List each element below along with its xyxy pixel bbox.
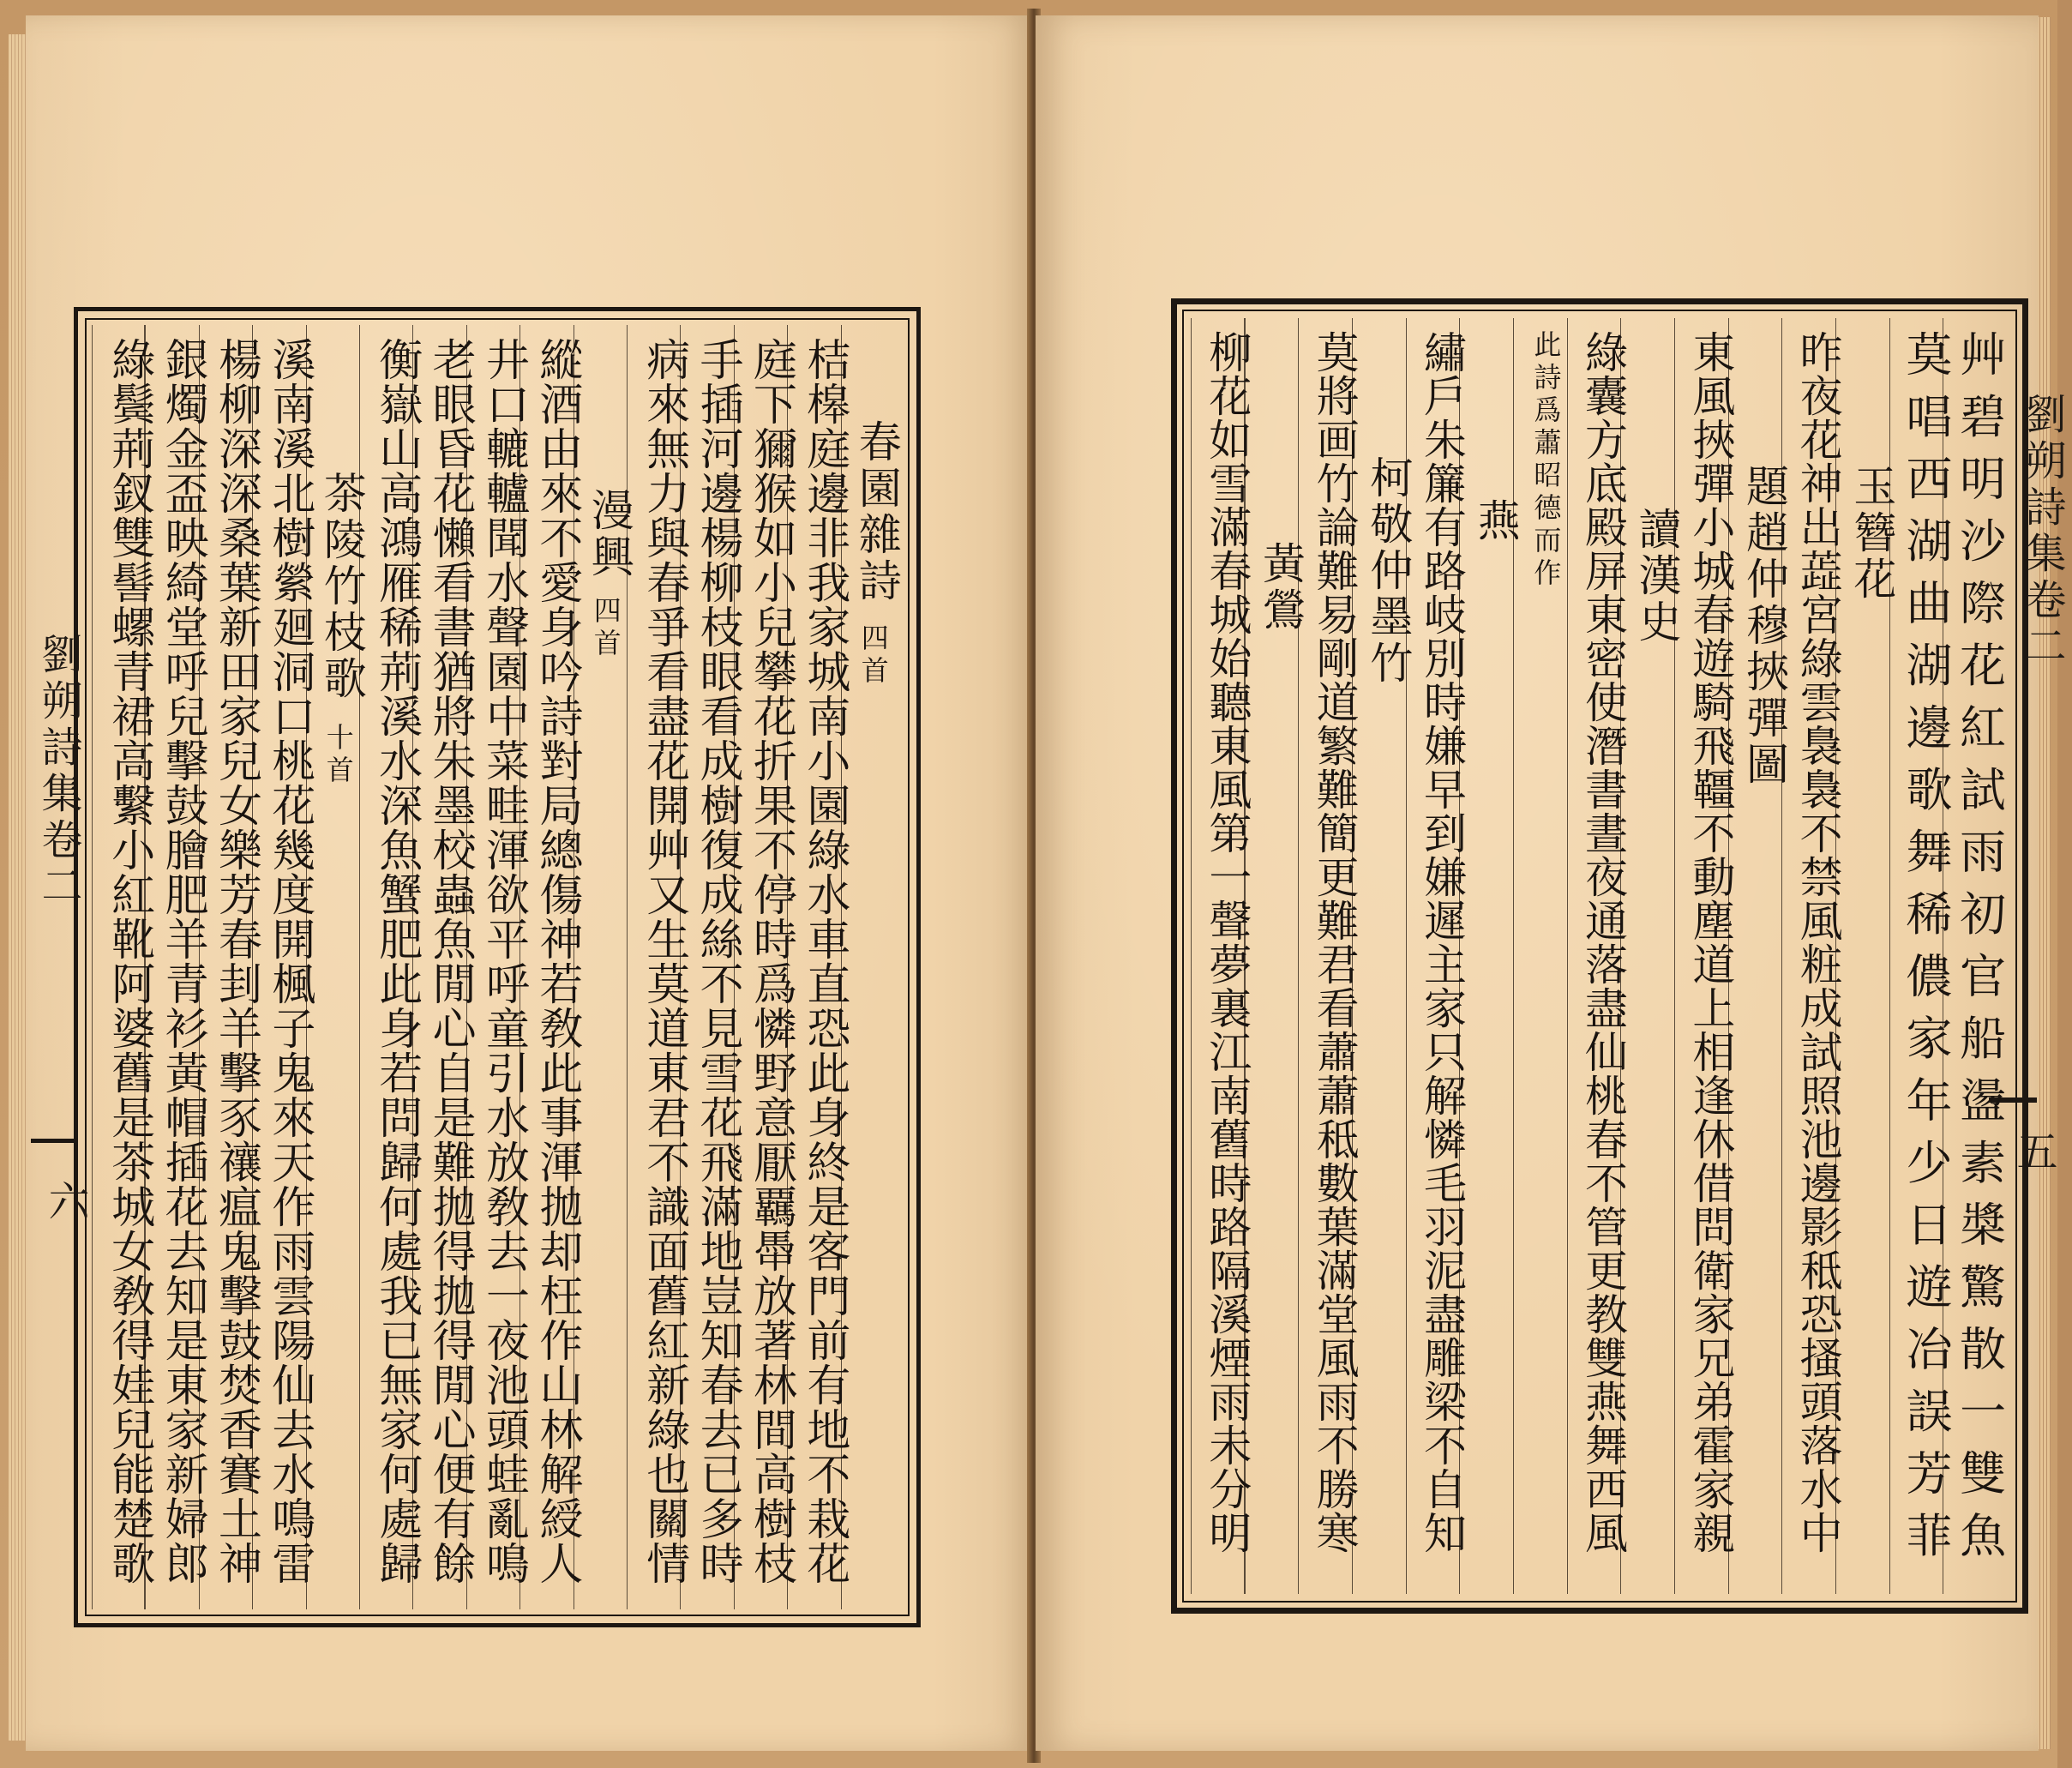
poem-line: 縱酒由來不愛身吟詩對局總傷神若敎此事渾拋却枉作山林解綬人: [531, 337, 582, 1585]
poem-title: 黃鶯: [1255, 541, 1306, 634]
right-margin-folio: 五: [2009, 1130, 2057, 1176]
poem-line: 衡嶽山高鴻雁稀荊溪水深魚蟹肥此身若問歸何處我已無家何處歸: [370, 337, 422, 1585]
title-note: 四首: [589, 596, 622, 661]
title-note: 四首: [856, 623, 890, 689]
left-fish-tail-mark: [31, 1139, 75, 1143]
poem-title: 題趙仲穆挾彈圖: [1739, 464, 1789, 788]
title-note: 十首: [321, 723, 355, 788]
small-note: 此詩爲蕭昭德而作: [1529, 330, 1563, 591]
right-margin-title: 劉朔詩集卷二: [2018, 393, 2066, 671]
poem-line: 綠囊方底殿屏東密使潛書晝夜通落盡仙桃春不管更教雙燕舞西風: [1577, 330, 1628, 1555]
poem-line: 艸碧明沙際花紅試雨初官船盪素槳驚散一雙魚: [1952, 330, 2007, 1573]
poem-title: 柯敬仲墨竹: [1363, 455, 1414, 687]
poem-line: 東風挾彈小城春遊騎飛韁不動塵道上相逢休借問衛家兄弟霍家親: [1685, 330, 1736, 1555]
poem-title: 茶陵竹枝歌: [316, 471, 367, 702]
text-column: [1191, 318, 1252, 1594]
poem-title: 讀漢史: [1631, 507, 1682, 646]
poem-line: 莫將画竹論難易剛道繁難簡更難君看蕭蕭秪數葉滿堂風雨不勝寒: [1309, 330, 1360, 1555]
poem-line: 昨夜花神出蕋宮綠雲裊裊不禁風粧成試照池邊影秪恐搔頭落水中: [1793, 330, 1843, 1555]
poem-line: 井口轆轤聞水聲園中菜畦渾欲平呼童引水放敎去一夜池頭蛙亂鳴: [477, 337, 529, 1585]
right-text-frame: [1171, 298, 2028, 1614]
poem-line: 銀燭金盃映綺堂呼兒擊鼓膾肥羊青衫黃帽插花去知是東家新婦郎: [157, 337, 208, 1585]
poem-line: 老眼昏花懶看書猶將朱墨校蟲魚閒心自是難拋得拋得閒心便有餘: [424, 337, 476, 1585]
poem-line: 柳花如雪滿春城始聽東風第一聲夢裏江南舊時路隔溪煙雨未分明: [1202, 330, 1252, 1555]
left-margin-title: 劉朔詩集卷二: [34, 633, 82, 911]
left-margin-folio: 六: [41, 1180, 89, 1226]
poem-line: 病來無力與春爭看盡花開艸又生莫道東君不識面舊紅新綠也關情: [638, 337, 689, 1585]
left-columns: [92, 325, 903, 1609]
poem-title: 春園雜詩: [851, 419, 902, 604]
poem-line: 繡戶朱簾有路岐別時嫌早到嫌遲主家只解憐毛羽泥盡雕梁不自知: [1416, 330, 1467, 1555]
text-column: [1298, 318, 1360, 1594]
poem-title: 燕: [1470, 498, 1521, 544]
poem-line: 桔槔庭邊非我家城南小園綠水車直恐此身終是客門前有地不栽花: [798, 337, 850, 1585]
text-column: [1567, 318, 1628, 1594]
poem-title: 玉簪花: [1847, 464, 1897, 603]
poem-line: 溪南溪北樹縈廻洞口桃花幾度開楓子鬼來天作雨雲陽仙去水鳴雷: [263, 337, 315, 1585]
poem-line: 楊柳深深桑葉新田家兒女樂芳春刲羊擊豕禳瘟鬼擊鼓焚香賽土神: [210, 337, 261, 1585]
poem-line: 手插河邊楊柳枝眼看成樹復成絲不見雪花飛滿地豈知春去已多時: [692, 337, 743, 1585]
left-text-frame: [74, 307, 921, 1627]
poem-line: 庭下獮猴如小兒攀花折果不停時爲憐野意厭覊馽放著林間高樹枝: [745, 337, 796, 1585]
right-columns: [1191, 318, 2009, 1594]
poem-title: 漫興: [584, 488, 634, 580]
poem-line: 莫唱西湖曲湖邊歌舞稀儂家年少日遊冶誤芳菲: [1898, 330, 1953, 1573]
text-column: [92, 325, 154, 1609]
poem-line: 綠鬓荊釵雙髻螺青裙高繫小紅靴阿婆舊是茶城女敎得娃兒能楚歌: [103, 337, 154, 1585]
